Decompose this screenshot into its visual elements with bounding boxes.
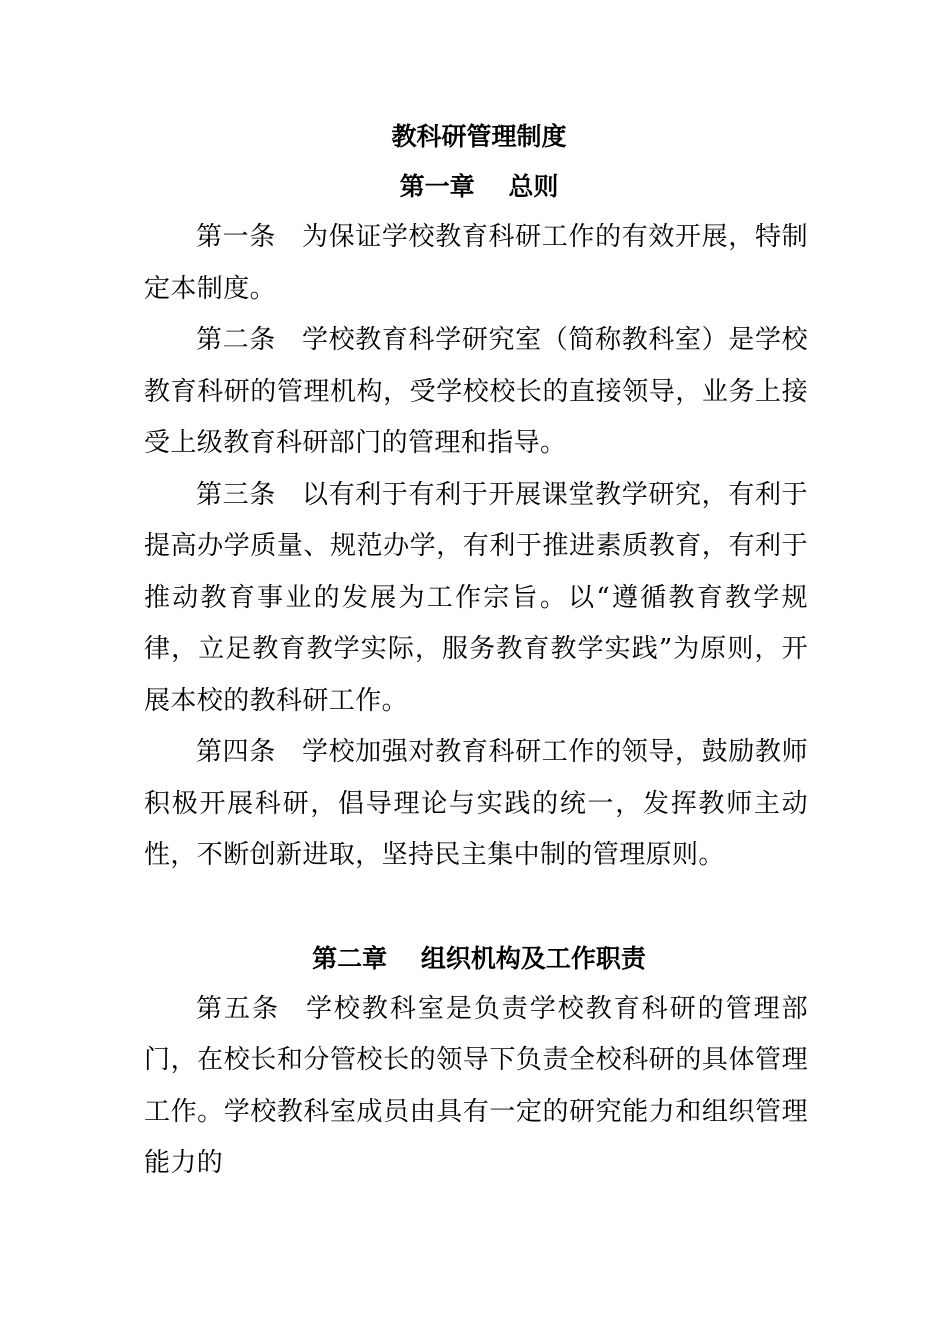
chapter-1-heading: 第一章 总则 <box>399 172 559 201</box>
article-3-number: 第三条 <box>196 479 276 510</box>
article-1 <box>144 212 808 315</box>
article-1-number: 第一条 <box>196 222 276 252</box>
article-2 <box>144 315 808 470</box>
article-3-text: 以有利于有利于开展课堂教学研究，有利于提高办学质量、规范办学，有利于推进素质教育，有利于推动教育事业的发展为工作宗旨。以“遵循教育教学规律，立足教育教学实际，服务教育教学实践”为原则，开展本校的教科研工作。 <box>144 479 809 716</box>
article-5-text: 学校教科室是负责学校教育科研的管理部门，在校长和分管校长的领导下负责全校科研的具体管理工作。学校教科室成员由具有一定的研究能力和组织管理能力的 <box>144 993 809 1178</box>
chapter-2-heading: 第二章 组织机构及工作职责 <box>312 943 646 973</box>
article-4-number: 第四条 <box>196 737 276 767</box>
article-3 <box>144 470 808 728</box>
document-title: 教科研管理制度 <box>391 122 567 151</box>
article-2-text: 学校教育科学研究室（简称教科室）是学校教育科研的管理机构，受学校校长的直接领导，业务上接受上级教育科研部门的管理和指导。 <box>144 325 809 458</box>
article-1-text: 为保证学校教育科研工作的有效开展，特制定本制度。 <box>144 222 809 304</box>
document-body <box>144 112 808 1190</box>
article-4-text: 学校加强对教育科研工作的领导，鼓励教师积极开展科研，倡导理论与实践的统一，发挥教师主动性，不断创新进取，坚持民主集中制的管理原则。 <box>144 737 809 870</box>
article-5-number: 第五条 <box>196 993 280 1024</box>
article-5 <box>144 984 808 1190</box>
article-2-number: 第二条 <box>196 325 276 355</box>
article-4 <box>144 727 808 882</box>
